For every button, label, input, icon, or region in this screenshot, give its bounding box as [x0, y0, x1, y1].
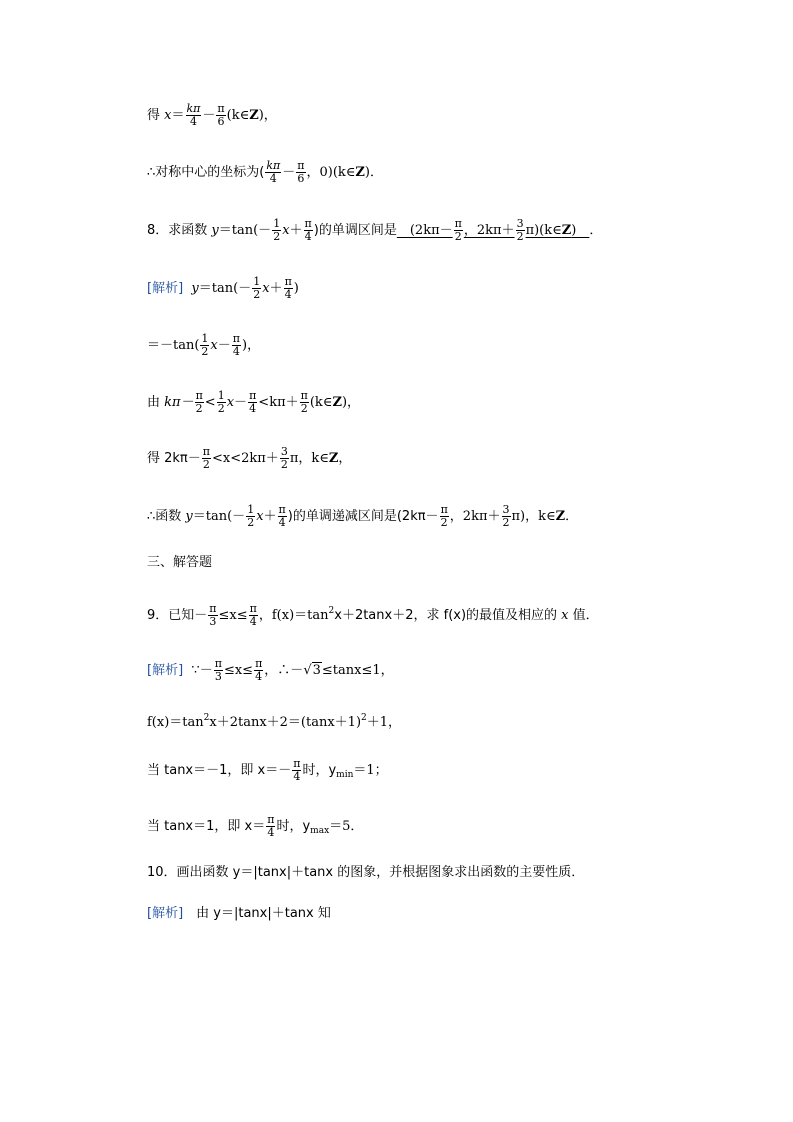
integer-set: Z	[561, 223, 572, 238]
denominator: 2	[201, 345, 209, 358]
fraction	[202, 446, 211, 471]
solution-9-line-3	[147, 758, 388, 783]
fraction	[300, 390, 309, 415]
text: 当 tanx＝－1，即 x＝－	[147, 763, 292, 778]
text: 得 2kπ－	[147, 451, 201, 466]
numerator: π	[249, 602, 257, 615]
superscript: 2	[361, 713, 367, 723]
fraction	[304, 218, 313, 243]
fraction	[292, 758, 301, 783]
numerator: 1	[201, 332, 209, 345]
fraction	[280, 446, 289, 471]
text: ，f(x)＝tan	[258, 608, 329, 623]
fraction	[200, 333, 209, 358]
text: 得	[147, 108, 165, 123]
text: －	[217, 338, 231, 353]
denominator: 2	[202, 458, 210, 471]
text: f(x)＝tan	[147, 715, 204, 730]
denominator: 4	[189, 115, 197, 128]
numerator: π	[440, 503, 448, 516]
text: ＝1；	[353, 763, 388, 778]
text: 时，y	[302, 763, 337, 778]
fraction	[296, 160, 305, 185]
fraction	[217, 390, 226, 415]
var: x	[256, 509, 264, 524]
numerator: π	[267, 813, 275, 826]
text: ＋	[263, 509, 277, 524]
denominator: 6	[297, 172, 305, 185]
fraction	[216, 103, 225, 128]
fraction	[502, 504, 511, 529]
denominator: 3	[214, 670, 222, 683]
text: (k∈	[226, 108, 250, 123]
text: )的单调区间是	[313, 223, 397, 238]
fraction	[454, 218, 463, 243]
denominator: 4	[232, 345, 240, 358]
text: ＝tan(－	[198, 281, 252, 296]
denominator: 2	[195, 402, 203, 415]
fraction	[272, 218, 281, 243]
solution-8-conclusion	[147, 504, 578, 529]
denominator: 4	[293, 770, 301, 783]
fraction	[248, 390, 257, 415]
solution-9-line-2	[147, 710, 401, 731]
text: π)(k∈	[525, 223, 562, 238]
subscript: min	[336, 770, 354, 780]
text: ，	[338, 451, 352, 466]
numerator: π	[195, 389, 203, 402]
numerator: π	[202, 445, 210, 458]
question-9	[147, 603, 599, 628]
var: x	[561, 608, 569, 623]
question-number: 8．求函数	[147, 223, 212, 238]
numerator: 3	[516, 217, 524, 230]
numerator: kπ	[186, 102, 201, 115]
text: ＝－tan(	[147, 338, 200, 353]
text: )的单调递减区间是(2kπ－	[287, 509, 439, 524]
text: ∵－	[191, 663, 213, 678]
text: )	[293, 281, 299, 296]
fraction	[254, 658, 263, 683]
integer-set: Z	[555, 509, 566, 524]
text: ，0)(k∈	[306, 165, 356, 180]
text: ．	[565, 509, 579, 524]
text: (k∈	[309, 395, 333, 410]
text: 由 y＝|tanx|＋tanx 知	[183, 906, 331, 921]
numerator: 3	[280, 445, 288, 458]
text: )	[571, 223, 590, 238]
integer-set: Z	[355, 165, 365, 180]
solution-9-line-4	[147, 814, 363, 839]
numerator: π	[249, 389, 257, 402]
text: <kπ＋	[258, 395, 299, 410]
var: y	[211, 223, 219, 238]
text: ＋	[289, 223, 303, 238]
integer-set: Z	[332, 395, 342, 410]
numerator: 3	[502, 503, 510, 516]
numerator: π	[293, 757, 301, 770]
text: －	[202, 108, 216, 123]
text: ＝tan(－	[218, 223, 272, 238]
text: ≤x≤	[223, 663, 254, 678]
fraction	[208, 603, 217, 628]
text: ，2kπ＋	[463, 223, 515, 238]
solution-line-center	[147, 160, 383, 185]
integer-set: Z	[328, 451, 339, 466]
numerator: π	[217, 102, 225, 115]
fraction	[186, 103, 202, 128]
text: ∴函数	[147, 509, 186, 524]
text: －	[282, 165, 296, 180]
var: x	[164, 108, 172, 123]
superscript: 2	[203, 713, 210, 723]
text: 当 tanx＝1，即 x＝	[147, 819, 266, 834]
numerator: π	[232, 332, 241, 345]
numerator: 1	[253, 275, 261, 288]
solution-10-line-1	[147, 906, 331, 922]
fraction	[265, 160, 281, 185]
fraction	[252, 276, 261, 301]
numerator: π	[300, 389, 308, 402]
question-8	[147, 218, 602, 243]
denominator: 2	[280, 458, 288, 471]
text: ＝	[171, 108, 185, 123]
text: 时，y	[276, 819, 311, 834]
denominator: 2	[454, 230, 462, 243]
denominator: 4	[249, 615, 257, 628]
numerator: π	[209, 602, 217, 615]
text: (2kπ－	[396, 223, 453, 238]
answer-blank	[396, 217, 590, 243]
text: )．	[364, 165, 383, 180]
text: ．	[589, 223, 603, 238]
radicand: 3	[312, 663, 321, 678]
solution-line-x-value	[147, 103, 277, 128]
solution-8-line-3	[147, 390, 360, 415]
solution-9-line-1	[147, 658, 394, 683]
text: ∴对称中心的坐标为(	[147, 165, 265, 180]
denominator: 2	[300, 402, 308, 415]
denominator: 4	[278, 516, 286, 529]
text: <x<2kπ＋	[212, 451, 279, 466]
text: 由	[147, 395, 165, 410]
text: x＋2tanx＋2＝(tanx＋1)	[209, 715, 362, 730]
text: ＋	[269, 281, 283, 296]
var: x	[262, 281, 270, 296]
var: x	[282, 223, 290, 238]
text: 值．	[568, 608, 599, 623]
question-number: 9．已知－	[147, 608, 208, 623]
text: ≤x≤	[218, 608, 248, 623]
denominator: 3	[209, 615, 217, 628]
denominator: 4	[255, 670, 263, 683]
text: kπ－	[164, 395, 194, 410]
denominator: 4	[269, 172, 277, 185]
denominator: 2	[502, 516, 510, 529]
denominator: 4	[249, 402, 257, 415]
denominator: 2	[273, 230, 281, 243]
text: <	[204, 395, 216, 410]
text: ，2kπ＋	[449, 509, 501, 524]
denominator: 2	[253, 288, 261, 301]
denominator: 2	[247, 516, 255, 529]
numerator: π	[454, 217, 462, 230]
superscript: 2	[328, 606, 335, 616]
text: ＝tan(－	[192, 509, 246, 524]
numerator: π	[214, 657, 222, 670]
fraction	[249, 603, 258, 628]
text: π)，k∈	[511, 509, 556, 524]
text: －	[234, 395, 248, 410]
text: )，	[341, 395, 361, 410]
numerator: π	[297, 159, 305, 172]
var: x	[226, 395, 235, 410]
subscript: max	[310, 826, 330, 836]
numerator: π	[255, 657, 263, 670]
fraction	[284, 276, 293, 301]
solution-8-line-1	[147, 276, 299, 301]
text: )，	[242, 338, 261, 353]
fraction	[246, 504, 255, 529]
denominator: 2	[217, 402, 225, 415]
solution-8-line-2	[147, 333, 260, 358]
section-heading: 三、解答题	[147, 555, 213, 570]
fraction	[266, 814, 275, 839]
denominator: 4	[267, 826, 275, 839]
numerator: π	[304, 217, 312, 230]
text: x＋2tanx＋2，求 f(x)的最值及相应的	[334, 608, 562, 623]
sqrt: √3	[303, 663, 321, 678]
text: ，∴－	[264, 663, 304, 678]
fraction	[214, 658, 223, 683]
text: ≤tanx≤1，	[321, 663, 394, 678]
text: )，	[258, 108, 277, 123]
denominator: 4	[284, 288, 292, 301]
text: ＝5．	[329, 819, 364, 834]
analysis-tag: [解析]	[147, 663, 184, 678]
denominator: 6	[217, 115, 225, 128]
numerator: π	[278, 503, 286, 516]
denominator: 4	[304, 230, 312, 243]
solution-8-line-4	[147, 446, 351, 471]
fraction	[440, 504, 449, 529]
numerator: 1	[273, 217, 281, 230]
var: y	[185, 509, 193, 524]
denominator: 2	[440, 516, 448, 529]
denominator: 2	[516, 230, 524, 243]
analysis-tag: [解析]	[147, 281, 184, 296]
analysis-tag: [解析]	[147, 906, 184, 921]
numerator: 1	[217, 389, 225, 402]
fraction	[278, 504, 287, 529]
text: π，k∈	[289, 451, 329, 466]
fraction	[232, 333, 241, 358]
numerator: π	[284, 275, 292, 288]
numerator: 1	[247, 503, 255, 516]
text: ＋1，	[366, 715, 402, 730]
var: x	[210, 338, 218, 353]
var: y	[191, 281, 199, 296]
integer-set: Z	[249, 108, 259, 123]
fraction	[195, 390, 204, 415]
question-10: 10．画出函数 y＝|tanx|＋tanx 的图象，并根据图象求出函数的主要性质．	[147, 865, 585, 880]
fraction	[516, 218, 525, 243]
numerator: kπ	[266, 159, 281, 172]
